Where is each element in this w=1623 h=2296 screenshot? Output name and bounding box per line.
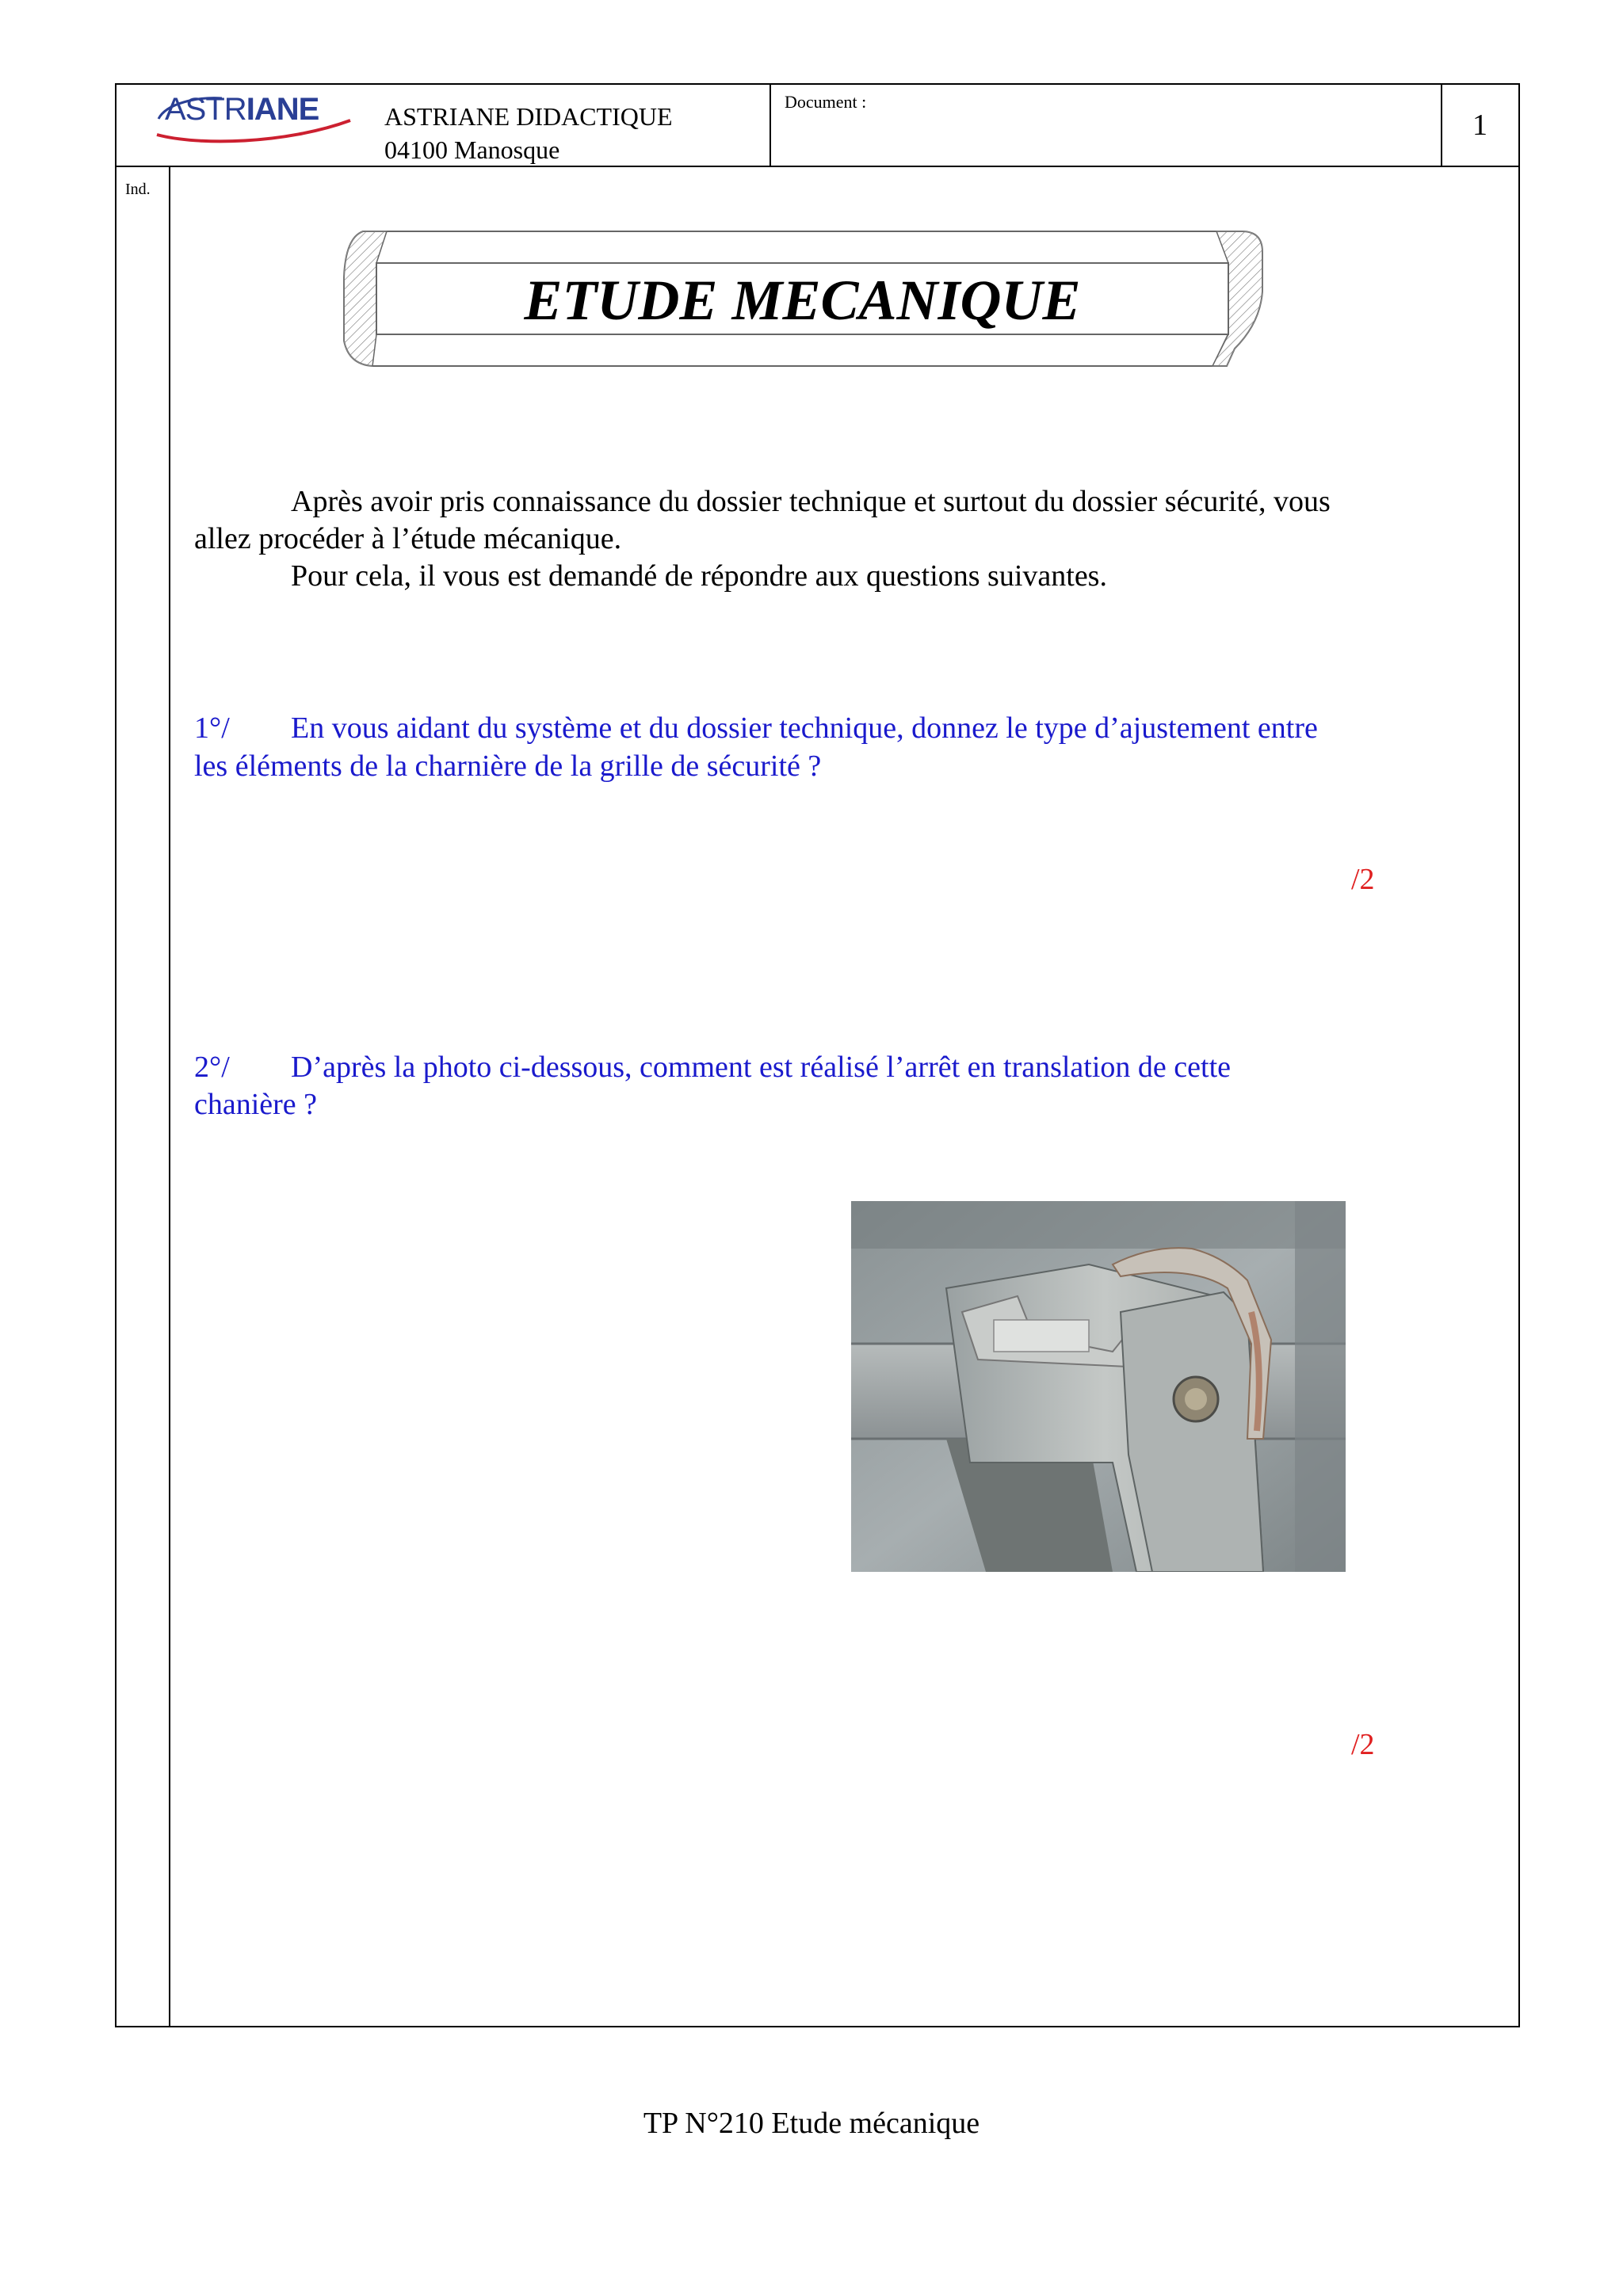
intro-line-3: Pour cela, il vous est demandé de répondre aux questions suivantes. [291, 559, 1107, 593]
question-1-line-2: les éléments de la charnière de la grille de sécurité ? [194, 749, 822, 783]
question-1-line-1: En vous aidant du système et du dossier technique, donnez le type d’ajustement entre [291, 711, 1318, 745]
document-label: Document : [785, 92, 867, 112]
page-title: ETUDE MECANIQUE [524, 269, 1081, 332]
intro-line-2: allez procéder à l’étude mécanique. [194, 522, 622, 555]
hinge-photo [851, 1201, 1346, 1572]
question-2-line-1: D’après la photo ci-dessous, comment est réalisé l’arrêt en translation de cette [291, 1051, 1231, 1084]
page-footer: TP N°210 Etude mécanique [643, 2107, 980, 2140]
question-2-score: /2 [1351, 1728, 1375, 1761]
company-address: 04100 Manosque [384, 135, 560, 164]
page-number: 1 [1472, 109, 1487, 142]
header-separator-2 [1441, 83, 1442, 166]
logo-text-bold: IANE [246, 92, 319, 127]
question-1-score: /2 [1351, 863, 1375, 896]
margin-column-line [169, 166, 170, 2027]
astriane-logo [151, 89, 357, 144]
title-banner [341, 230, 1264, 368]
question-2-number: 2°/ [194, 1051, 230, 1084]
ind-label: Ind. [125, 181, 151, 198]
company-name: ASTRIANE DIDACTIQUE [384, 102, 673, 131]
question-1-number: 1°/ [194, 711, 230, 745]
logo-text-light: ASTR [165, 92, 246, 127]
intro-line-1: Après avoir pris connaissance du dossier technique et surtout du dossier sécurité, vous [291, 485, 1331, 518]
header-separator-1 [769, 83, 771, 166]
header-divider [115, 166, 1520, 167]
question-2-line-2: chanière ? [194, 1088, 318, 1121]
